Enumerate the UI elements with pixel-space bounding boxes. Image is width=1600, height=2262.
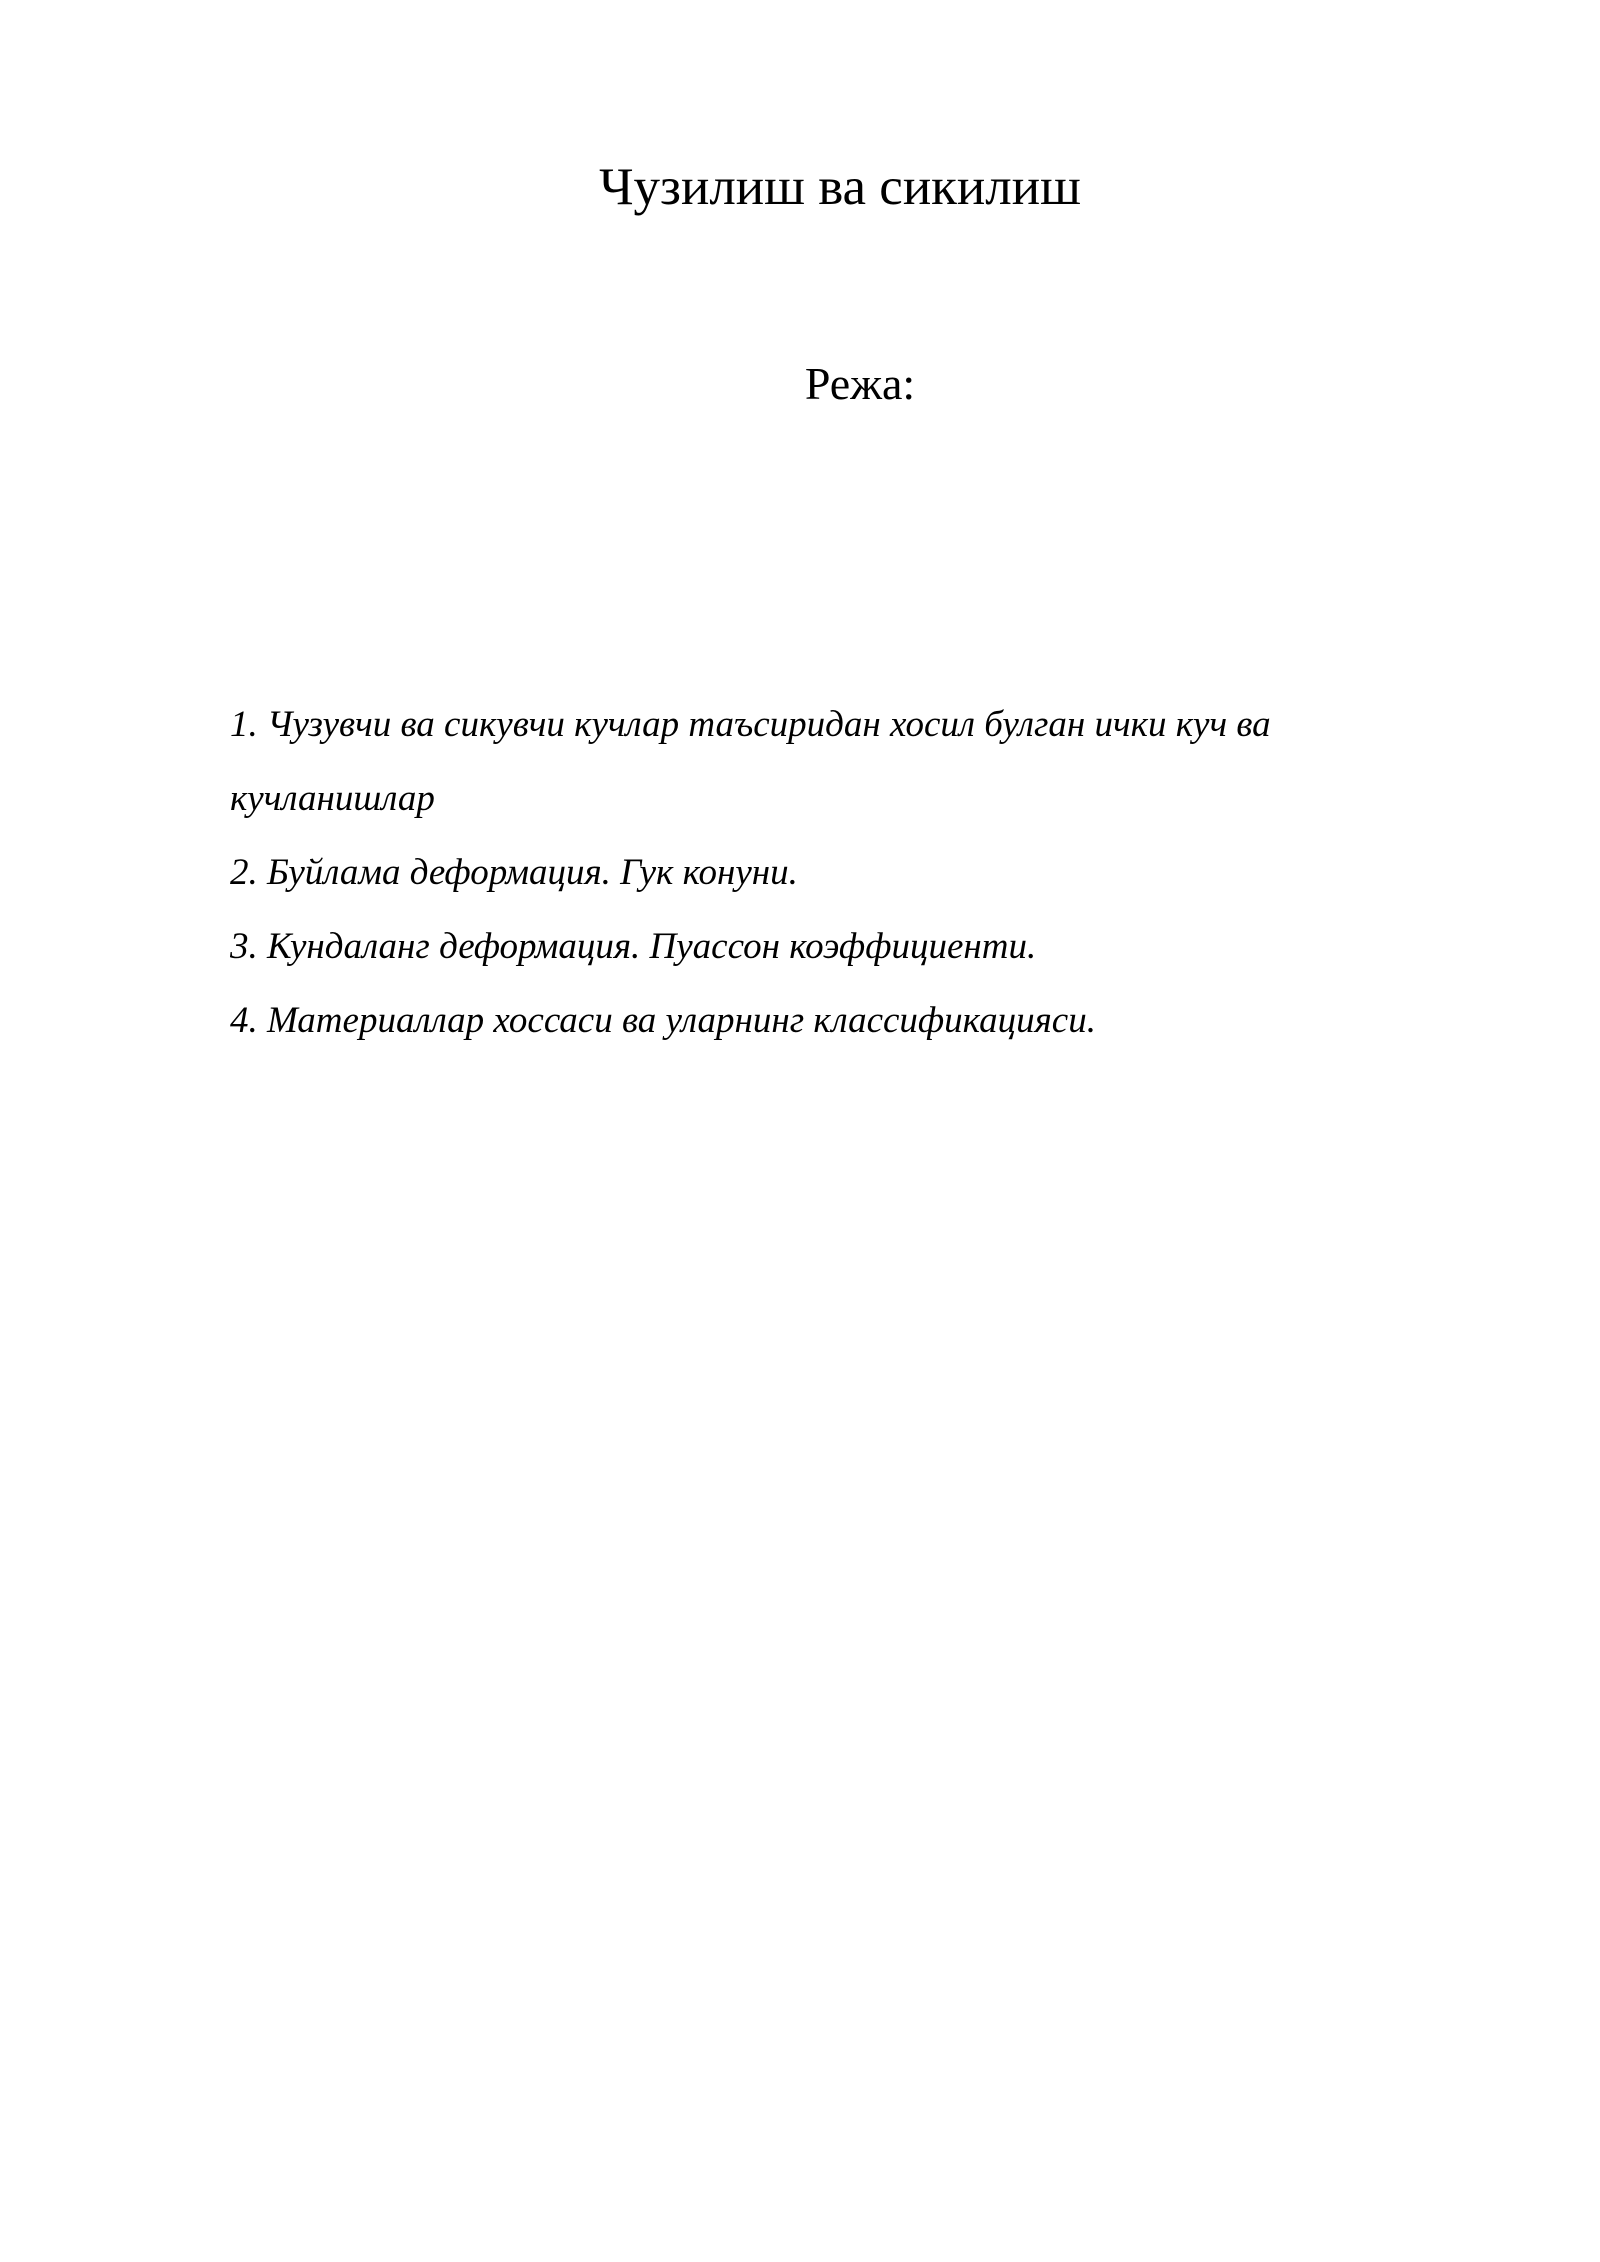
plan-item-1: 1. Чузувчи ва сикувчи кучлар таъсиридан хосил булган ички куч ва кучланишлар (230, 704, 1271, 819)
plan-heading: Режа: (804, 358, 916, 409)
plan-item-2: 2. Буйлама деформация. Гук конуни. (230, 852, 798, 893)
plan-list (230, 688, 1470, 1058)
document-title: Чузилиш ва сикилиш (599, 158, 1081, 216)
plan-item-4: 4. Материаллар хоссаси ва уларнинг классификацияси. (230, 1000, 1096, 1041)
plan-item-3: 3. Кундаланг деформация. Пуассон коэффициенти. (230, 926, 1037, 967)
